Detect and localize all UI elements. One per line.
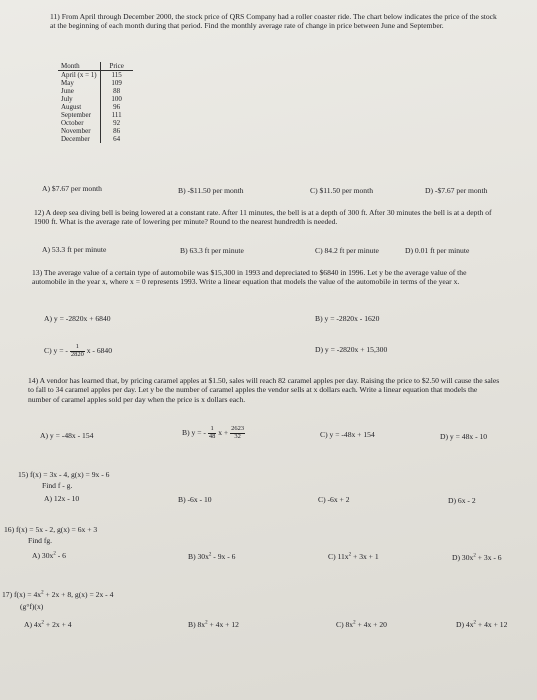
table-cell: April (x = 1)	[61, 71, 97, 80]
fraction-numerator: 1	[208, 426, 217, 434]
term: B) 8x	[188, 620, 206, 629]
q14-option-a[interactable]: A) y = -48x - 154	[40, 431, 94, 440]
table-cell: July	[61, 95, 73, 104]
q13-option-c-prefix: C) y = -	[44, 345, 68, 355]
term: D) 4x	[456, 620, 474, 629]
exponent: 2	[41, 590, 44, 596]
q11-option-c[interactable]: C) $11.50 per month	[310, 186, 373, 195]
q12-option-a[interactable]: A) 53.3 ft per minute	[42, 245, 107, 254]
term: + 4x + 12	[207, 620, 239, 629]
q12-option-c[interactable]: C) 84.2 ft per minute	[315, 246, 379, 255]
exponent: 2	[473, 620, 477, 626]
q16-option-c[interactable]	[328, 552, 379, 561]
exponent: 2	[353, 620, 356, 626]
table-cell: 109	[100, 79, 133, 87]
question-12-text: 12) A deep sea diving bell is being lowered at a constant rate. After 11 minutes, the bell is at a depth of 300 ft. After 30 minutes the bell is at a depth of 1900 ft. What is the average rate of lowering per minute? Round to the nearest hundredth is needed.	[34, 208, 492, 227]
q13-option-c-suffix: x - 6840	[86, 345, 113, 355]
question-16-functions: 16) f(x) = 5x - 2, g(x) = 6x + 3	[4, 525, 98, 534]
q11-option-a[interactable]: A) $7.67 per month	[42, 184, 102, 193]
q14-option-b[interactable]	[182, 426, 245, 440]
exponent: 2	[205, 620, 208, 626]
q17-option-a[interactable]	[24, 620, 72, 629]
exponent: 2	[473, 553, 476, 559]
term: + 2x + 4	[44, 620, 72, 629]
table-cell: September	[61, 111, 91, 120]
term: + 4x + 12	[476, 620, 508, 629]
table-row	[58, 119, 133, 127]
q14-option-b-fraction-1	[208, 426, 217, 440]
table-row	[58, 87, 133, 95]
table-cell: 86	[100, 127, 133, 135]
q14-option-b-fraction-2	[230, 426, 245, 440]
question-16-prompt: Find fg.	[28, 536, 53, 545]
term: - 9x - 6	[211, 552, 236, 561]
term: C) 8x	[336, 620, 354, 629]
q17-option-c[interactable]	[336, 620, 387, 629]
q17-option-b[interactable]	[188, 620, 239, 629]
q13-option-d[interactable]: D) y = -2820x + 15,300	[315, 345, 388, 354]
q15-option-a[interactable]: A) 12x - 10	[44, 494, 80, 503]
table-row	[58, 71, 133, 80]
table-row	[58, 127, 133, 135]
q13-option-c[interactable]	[44, 344, 112, 358]
term: D) 30x	[452, 553, 474, 562]
exponent: 2	[41, 620, 45, 626]
q16-option-d[interactable]	[452, 553, 502, 562]
q16-option-a[interactable]	[32, 551, 66, 560]
q14-option-d[interactable]: D) y = 48x - 10	[440, 432, 488, 441]
exponent: 2	[208, 552, 212, 558]
question-14-text: 14) A vendor has learned that, by pricing caramel apples at $1.50, sales will reach 82 caramel apples per day. Raising the price to $2.50 will cause the sales to fall to 34 caramel apples per day. Let y be the number of caramel apples the vendor sells at x dollars each. Write a linear equation that models the number of caramel apples sold per day when the price is x dollars each.	[28, 376, 500, 404]
q16-option-b[interactable]	[188, 552, 235, 561]
table-cell: December	[61, 135, 90, 144]
exponent: 2	[53, 551, 56, 557]
table-row	[58, 79, 133, 87]
q13-option-b[interactable]: B) y = -2820x - 1620	[315, 314, 380, 323]
question-17-functions	[2, 590, 113, 599]
table-cell: November	[61, 127, 91, 136]
question-15-functions: 15) f(x) = 3x - 4, g(x) = 9x - 6	[18, 470, 110, 479]
table-cell: June	[61, 87, 74, 96]
question-11-text: 11) From April through December 2000, the stock price of QRS Company had a roller coaster ride. The chart below indicates the price of the stock at the beginning of each month during that period. Find the monthly average rate of change in price between June and September.	[50, 12, 497, 31]
q14-option-c[interactable]: C) y = -48x + 154	[320, 430, 375, 439]
term: - 6	[55, 551, 66, 560]
table-row	[58, 103, 133, 111]
q13-option-a[interactable]: A) y = -2820x + 6840	[44, 314, 111, 323]
table-cell: 88	[100, 87, 133, 95]
term: A) 4x	[24, 620, 42, 629]
question-15-prompt: Find f - g.	[42, 481, 73, 490]
term: + 4x + 20	[355, 620, 387, 629]
table-cell: 100	[100, 95, 133, 103]
table-row	[58, 111, 133, 119]
fraction-denominator: 32	[234, 432, 241, 440]
term: + 2x + 8, g(x) = 2x - 4	[43, 590, 114, 599]
term: + 3x - 6	[475, 553, 502, 562]
term: A) 30x	[32, 551, 54, 560]
table-cell: 115	[100, 71, 133, 80]
exponent: 2	[348, 552, 352, 558]
q11-option-b[interactable]: B) -$11.50 per month	[178, 186, 244, 195]
fraction-denominator: 48	[208, 432, 216, 440]
table-header-month: Month	[58, 62, 100, 71]
q12-option-b[interactable]: B) 63.3 ft per minute	[180, 246, 244, 255]
q11-option-d[interactable]: D) -$7.67 per month	[425, 186, 488, 195]
table-cell: October	[61, 119, 84, 128]
table-cell: 64	[100, 135, 133, 143]
q15-option-c[interactable]: C) -6x + 2	[318, 495, 350, 504]
term: C) 11x	[328, 552, 349, 561]
q14-option-b-mid: x +	[218, 427, 229, 437]
fraction-denominator: 2820	[70, 350, 84, 358]
question-13-text: 13) The average value of a certain type of automobile was $15,300 in 1993 and depreciated to $6840 in 1996. Let y be the average value of the automobile in the year x, where x = 0 represents 1993. Write a linear equation that models the value of the automobile in terms of the year x.	[32, 268, 467, 287]
term: B) 30x	[188, 552, 209, 561]
q15-option-b[interactable]: B) -6x - 10	[178, 495, 212, 504]
question-17-prompt: (g°f)(x)	[20, 602, 44, 611]
fraction-numerator: 1	[70, 344, 85, 352]
q17-option-d[interactable]	[456, 620, 507, 629]
q14-option-b-prefix: B) y = -	[182, 427, 206, 437]
table-cell: 92	[100, 119, 133, 127]
table-cell: 96	[100, 103, 133, 111]
term: + 3x + 1	[351, 552, 379, 561]
stock-price-table	[58, 62, 133, 143]
table-cell: 111	[100, 111, 133, 119]
table-header-price: Price	[100, 62, 133, 71]
fraction-numerator: 2623	[231, 425, 245, 432]
term: 17) f(x) = 4x	[2, 590, 42, 599]
table-cell: May	[61, 79, 74, 88]
q15-option-d[interactable]: D) 6x - 2	[448, 496, 476, 505]
q13-option-c-fraction	[70, 344, 85, 358]
table-row	[58, 95, 133, 103]
table-row	[58, 135, 133, 143]
q12-option-d[interactable]: D) 0.01 ft per minute	[405, 246, 470, 255]
table-cell: August	[61, 103, 82, 112]
